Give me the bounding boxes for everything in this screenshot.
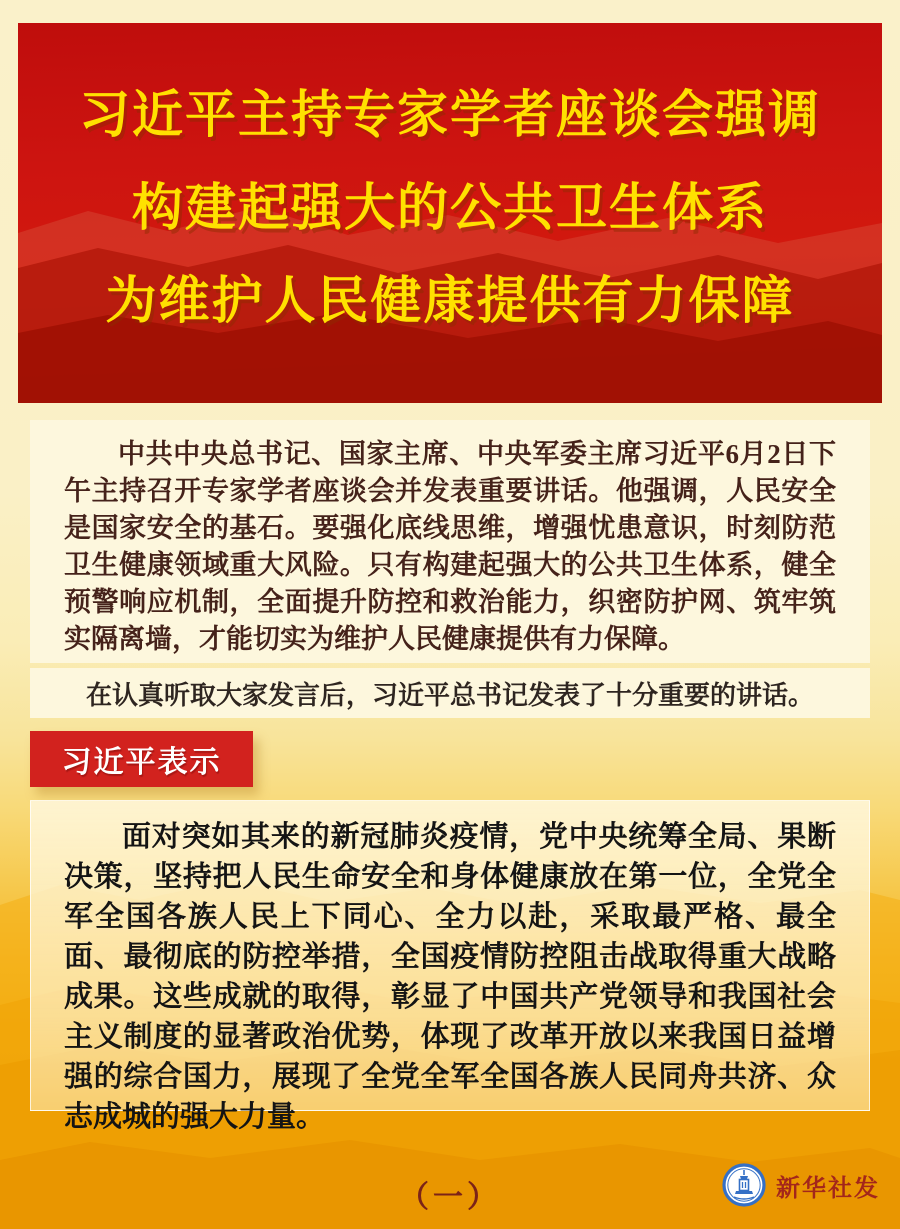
lead-paragraph-panel [30, 420, 870, 663]
page-number: （一） [399, 1181, 501, 1214]
intro-line-text: 在认真听取大家发言后，习近平总书记发表了十分重要的讲话。 [85, 680, 814, 710]
lead-paragraph-text: 中共中央总书记、国家主席、中央军委主席习近平6月2日下午主持召开专家学者座谈会并发表重要讲话。他强调，人民安全是国家安全的基石。要强化底线思维，增强忧患意识，时刻防范卫生健康领域重大风险。只有构建起强大的公共卫生体系，健全预警响应机制，全面提升防控和救治能力，织密防护网、筑牢筑实隔离墙，才能切实为维护人民健康提供有力保障。 [64, 439, 836, 654]
headline-line-2: 构建起强大的公共卫生体系 [131, 178, 768, 236]
quote-paragraph-text: 面对突如其来的新冠肺炎疫情，党中央统筹全局、果断决策，坚持把人民生命安全和身体健康放在第一位，全党全军全国各族人民上下同心、全力以赴，采取最严格、最全面、最彻底的防控举措，全国疫情防控阻击战取得重大战略成果。这些成就的取得，彰显了中国共产党领导和我国社会主义制度的显著政治优势，体现了改革开放以来我国日益增强的综合国力，展现了全党全军全国各族人民同舟共济、众志成城的强大力量。 [64, 821, 836, 1133]
headline-title [18, 63, 882, 342]
speaker-label-text: 习近平表示 [61, 746, 222, 779]
xinhua-agency-logo-icon [722, 1163, 766, 1207]
intro-line-panel [30, 668, 870, 718]
agency-credit-group [722, 1163, 880, 1207]
speaker-label-badge [30, 731, 253, 787]
agency-credit-text: 新华社发 [776, 1174, 880, 1202]
headline-line-1: 习近平主持专家学者座谈会强调 [78, 85, 821, 143]
headline-banner [18, 23, 882, 403]
headline-line-3: 为维护人民健康提供有力保障 [105, 271, 795, 329]
quote-panel [30, 800, 870, 1133]
